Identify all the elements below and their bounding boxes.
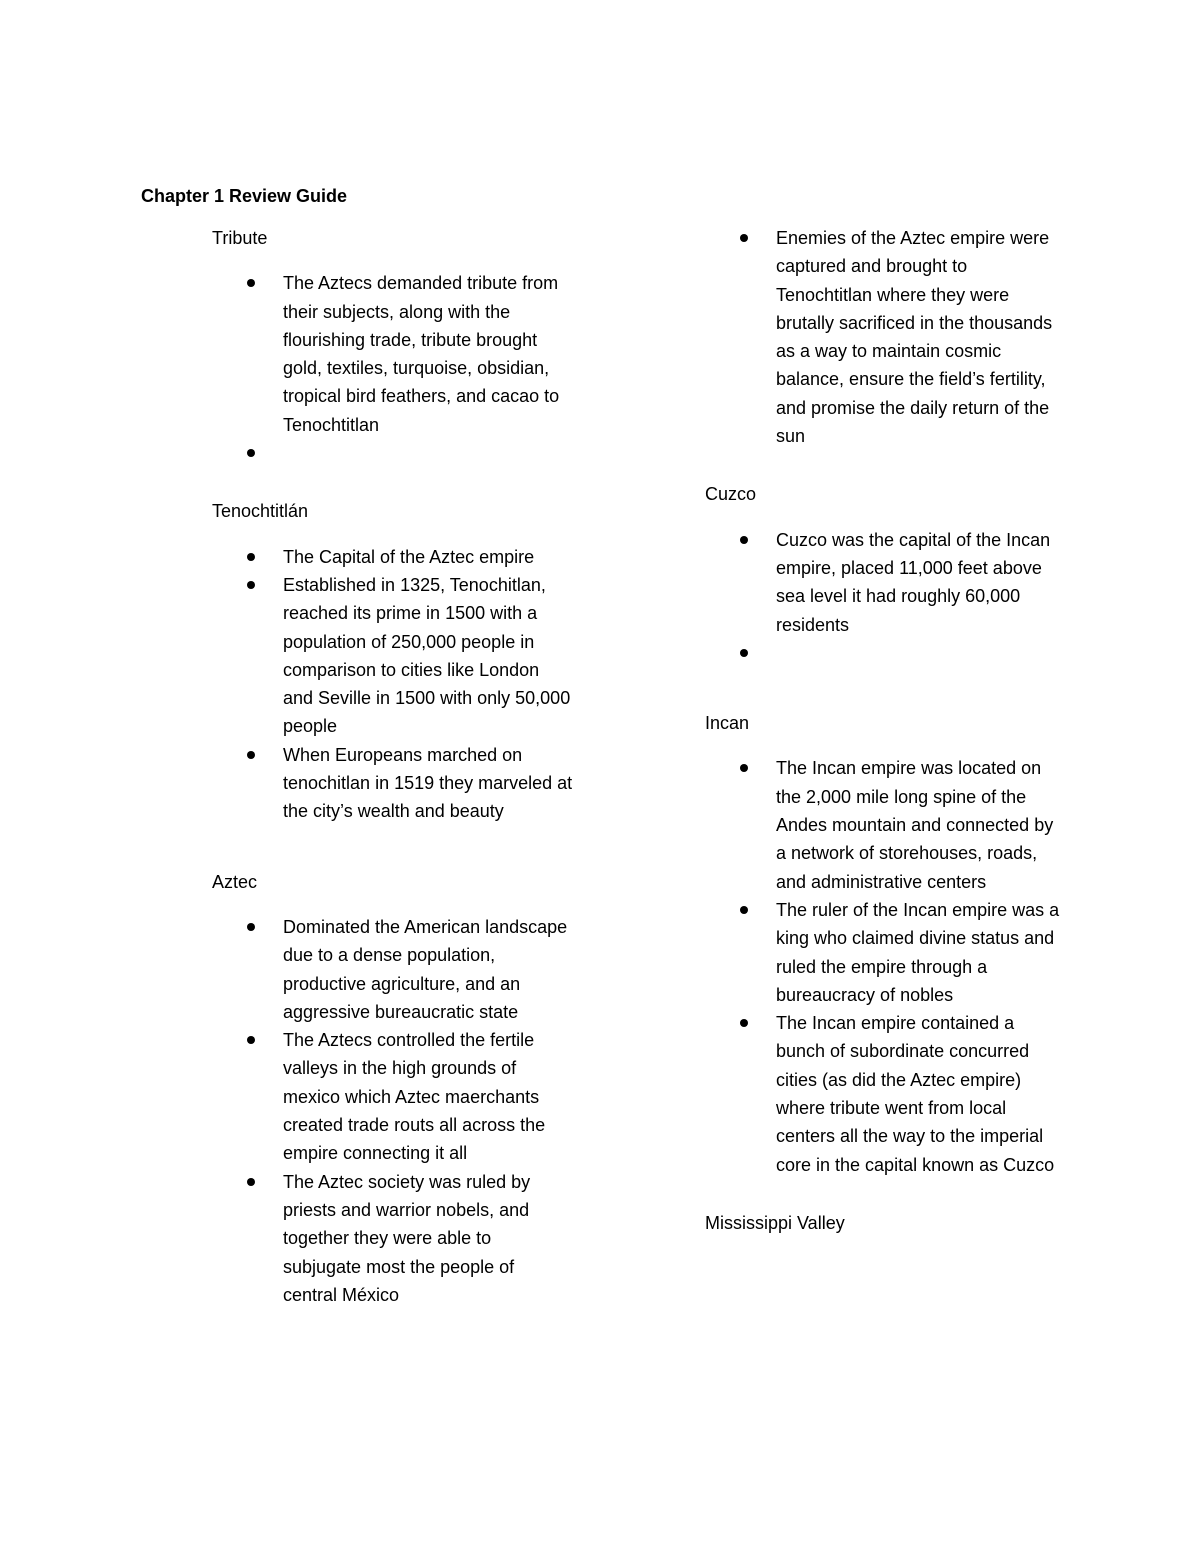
list-item-text: The Aztec society was ruled by priests and warrior nobels, and together they were able to subjugate most the people of central México [283, 1171, 531, 1305]
section-mississippi-valley [705, 1209, 1085, 1237]
list-item [212, 741, 582, 826]
bullet-icon [740, 764, 748, 772]
bullet-icon [740, 649, 748, 657]
section-heading: Cuzco [705, 484, 757, 505]
bullet-icon [740, 536, 748, 544]
section-tribute [212, 224, 582, 467]
page-title: Chapter 1 Review Guide [141, 186, 348, 206]
section-sacrifice-continued [705, 224, 1085, 450]
section-aztec [212, 868, 582, 1309]
section-heading: Aztec [212, 871, 258, 892]
list-item-text: Dominated the American landscape due to a dense population, productive agriculture, and an aggressive bureaucratic state [283, 916, 568, 1022]
bullet-list [212, 269, 582, 467]
list-item [705, 896, 1085, 1009]
bullet-icon [247, 449, 255, 457]
bullet-icon [247, 553, 255, 561]
section-heading: Tenochtitlán [212, 501, 309, 522]
list-item-text: The Capital of the Aztec empire [283, 546, 535, 567]
bullet-list [705, 224, 1085, 450]
bullet-icon [740, 234, 748, 242]
list-item [212, 439, 582, 467]
list-item [212, 913, 582, 1026]
list-item [705, 224, 1085, 450]
bullet-icon [247, 279, 255, 287]
section-cuzco [705, 480, 1085, 667]
list-item [212, 1026, 582, 1167]
list-item-text: The Aztecs controlled the fertile valleys in the high grounds of mexico which Aztec maerchants created trade routs all across the empire connecting it all [283, 1030, 546, 1164]
left-column [212, 224, 582, 1309]
bullet-icon [247, 1036, 255, 1044]
list-item [212, 543, 582, 571]
list-item [705, 1009, 1085, 1179]
bullet-icon [740, 1019, 748, 1027]
list-item-text: Cuzco was the capital of the Incan empire, placed 11,000 feet above sea level it had roughly 60,000 residents [776, 529, 1051, 635]
section-heading: Incan [705, 713, 750, 734]
bullet-icon [247, 581, 255, 589]
list-item-text: When Europeans marched on tenochitlan in 1519 they marveled at the city’s wealth and beauty [283, 744, 573, 822]
bullet-list [705, 754, 1085, 1178]
list-item-text: Established in 1325, Tenochitlan, reached its prime in 1500 with a population of 250,000 people in comparison to cities like London and Seville in 1500 with only 50,000 people [283, 574, 571, 737]
bullet-list [705, 526, 1085, 667]
section-incan [705, 709, 1085, 1179]
list-item-text: Enemies of the Aztec empire were captured and brought to Tenochtitlan where they were brutally sacrificed in the thousands as a way to maintain cosmic balance, ensure the field’s fertility, and promise the daily return of the sun [776, 228, 1053, 447]
bullet-icon [247, 923, 255, 931]
section-heading: Mississippi Valley [705, 1212, 845, 1233]
bullet-list [212, 913, 582, 1309]
list-item-text: The Incan empire was located on the 2,000 mile long spine of the Andes mountain and connected by a network of storehouses, roads, and administrative centers [776, 758, 1054, 892]
bullet-list [212, 543, 582, 826]
list-item-text: The Incan empire contained a bunch of subordinate concurred cities (as did the Aztec empire) where tribute went from local centers all the way to the imperial core in the capital known as Cuzco [776, 1013, 1055, 1175]
list-item [212, 1168, 582, 1309]
list-item [705, 754, 1085, 895]
section-heading: Tribute [212, 228, 268, 248]
list-item [705, 639, 1085, 667]
list-item [705, 526, 1085, 639]
section-tenochtitlan [212, 497, 582, 825]
bullet-icon [740, 906, 748, 914]
list-item-text: The ruler of the Incan empire was a king who claimed divine status and ruled the empire through a bureaucracy of nobles [776, 899, 1060, 1005]
list-item-text: The Aztecs demanded tribute from their subjects, along with the flourishing trade, tribute brought gold, textiles, turquoise, obsidian, tropical bird feathers, and cacao to Tenochtitlan [283, 273, 560, 435]
bullet-icon [247, 751, 255, 759]
bullet-icon [247, 1178, 255, 1186]
list-item [212, 269, 582, 439]
list-item [212, 571, 582, 741]
right-column [705, 224, 1085, 1254]
